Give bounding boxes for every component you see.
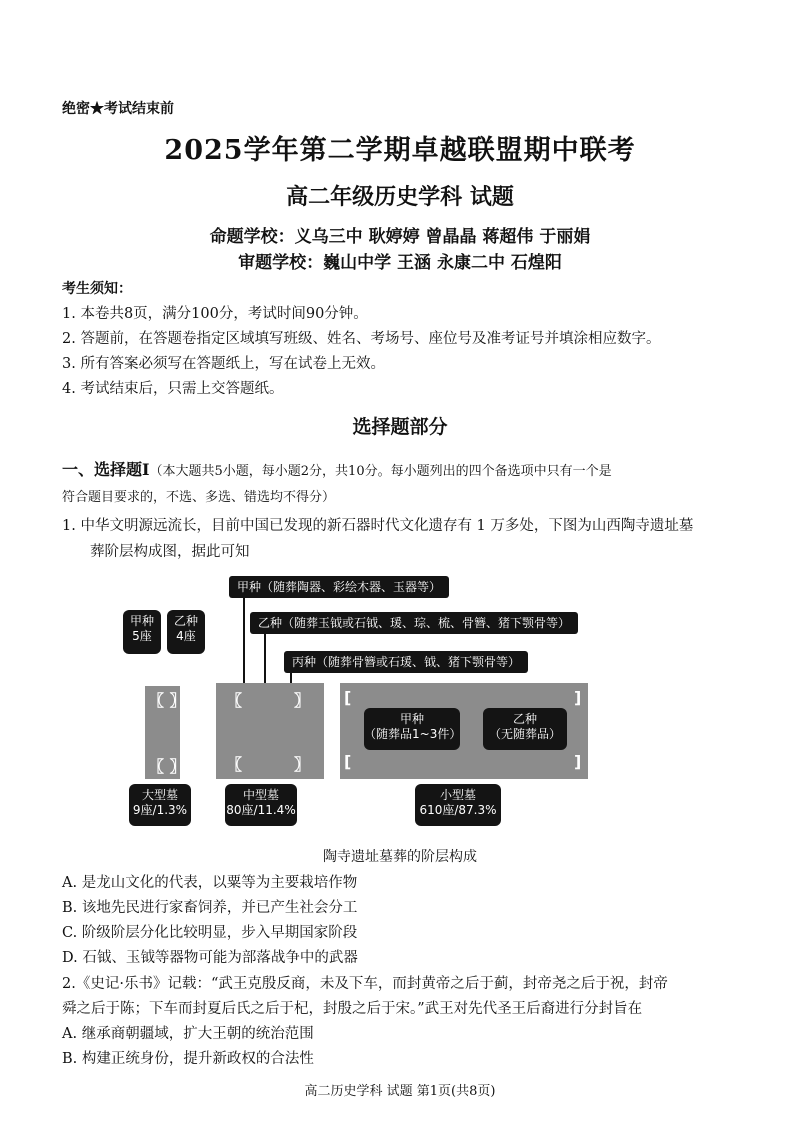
- box-line: 乙种: [512, 712, 537, 726]
- part-heading: 一、选择题Ⅰ: [62, 460, 150, 479]
- part-heading-line: [62, 457, 612, 480]
- bracket-mark: 〖: [226, 755, 243, 774]
- page-footer: 高二历史学科 试题 第1页(共8页): [304, 1084, 496, 1099]
- question-1-stem: 1. 中华文明源远流长，目前中国已发现的新石器时代文化遗存有 1 万多处，下图为山西陶寺遗址墓: [62, 518, 694, 534]
- bracket-mark: ]: [574, 752, 582, 771]
- notice-heading: 考生须知：: [62, 281, 132, 297]
- part-description-cont: 符合题目要求的，不选、多选、错选均不得分）: [62, 490, 336, 505]
- small-yi-box: [483, 708, 567, 750]
- notice-item: 1. 本卷共8页，满分100分，考试时间90分钟。: [62, 306, 368, 322]
- box-line: （无随葬品）: [488, 727, 561, 741]
- box-line: 甲种: [129, 614, 154, 628]
- connector-line: [243, 597, 245, 685]
- reviewer-schools: 审题学校：巍山中学 王涵 永康二中 石煌阳: [238, 253, 562, 273]
- question-1-stem-cont: 葬阶层构成图，据此可知: [90, 544, 250, 560]
- bracket-mark: 〗: [294, 755, 311, 774]
- confidential-mark: 绝密★考试结束前: [62, 101, 174, 117]
- small-tomb-box: [415, 784, 501, 826]
- exam-title: 2025学年第二学期卓越联盟期中联考: [164, 135, 636, 166]
- bracket-mark: [: [344, 688, 352, 707]
- yi-type-label: 乙种（随葬玉钺或石钺、瑗、琮、梳、骨簪、猪下颚骨等）: [250, 612, 578, 634]
- notice-item: 4. 考试结束后，只需上交答题纸。: [62, 381, 284, 397]
- large-jia-box: [123, 610, 161, 654]
- connector-line: [264, 633, 266, 685]
- box-line: 乙种: [173, 614, 198, 628]
- question-2-stem-cont: 舜之后于陈；下车而封夏后氏之后于杞，封殷之后于宋。”武王对先代圣王后裔进行分封旨在: [62, 1001, 643, 1017]
- part-description: （本大题共5小题，每小题2分，共10分。每小题列出的四个备选项中只有一个是: [149, 464, 612, 479]
- bracket-mark: ]: [574, 688, 582, 707]
- setter-schools: 命题学校：义乌三中 耿婷婷 曾晶晶 蒋超伟 于丽娟: [209, 227, 591, 247]
- box-line: 大型墓: [141, 788, 178, 802]
- q2-option-b: B. 构建正统身份，提升新政权的合法性: [62, 1051, 314, 1067]
- box-line: 4座: [176, 629, 196, 643]
- bracket-mark: 〗: [294, 691, 311, 710]
- box-line: 中型墓: [242, 788, 279, 802]
- bracket-mark: 〖 〗: [148, 757, 186, 776]
- bing-type-label: 丙种（随葬骨簪或石瑗、钺、猪下颚骨等）: [284, 651, 528, 673]
- box-line: 甲种: [399, 712, 424, 726]
- q1-option-b: B. 该地先民进行家畜饲养，并已产生社会分工: [62, 900, 358, 916]
- q2-option-a: A. 继承商朝疆域，扩大王朝的统治范围: [62, 1026, 314, 1042]
- box-line: 5座: [132, 629, 152, 643]
- section-title: 选择题部分: [352, 416, 448, 438]
- box-line: 610座/87.3%: [419, 803, 497, 817]
- bracket-mark: 〖 〗: [148, 691, 186, 710]
- bracket-mark: 〖: [226, 691, 243, 710]
- box-line: 9座/1.3%: [132, 803, 188, 817]
- notice-item: 2. 答题前，在答题卷指定区域填写班级、姓名、考场号、座位号及准考证号并填涂相应数字。: [62, 331, 661, 347]
- q1-option-d: D. 石钺、玉钺等器物可能为部落战争中的武器: [62, 950, 358, 966]
- bracket-mark: [: [344, 752, 352, 771]
- large-yi-box: [167, 610, 205, 654]
- jia-type-label: 甲种（随葬陶器、彩绘木器、玉器等）: [229, 576, 449, 598]
- q1-option-c: C. 阶级阶层分化比较明显，步入早期国家阶段: [62, 925, 358, 941]
- large-tomb-box: [129, 784, 191, 826]
- notice-item: 3. 所有答案必须写在答题纸上，写在试卷上无效。: [62, 356, 385, 372]
- q1-option-a: A. 是龙山文化的代表，以粟等为主要栽培作物: [62, 875, 358, 891]
- exam-subtitle: 高二年级历史学科 试题: [286, 184, 514, 210]
- question-2-stem: 2.《史记·乐书》记载：“武王克殷反商，未及下车，而封黄帝之后于蓟，封帝尧之后于祝，封帝: [62, 976, 668, 992]
- box-line: 小型墓: [439, 788, 476, 802]
- box-line: 80座/11.4%: [226, 803, 296, 817]
- diagram-caption: 陶寺遗址墓葬的阶层构成: [323, 849, 477, 865]
- small-jia-box: [364, 708, 460, 750]
- box-line: （随葬品1~3件）: [364, 727, 462, 741]
- medium-tomb-box: [225, 784, 297, 826]
